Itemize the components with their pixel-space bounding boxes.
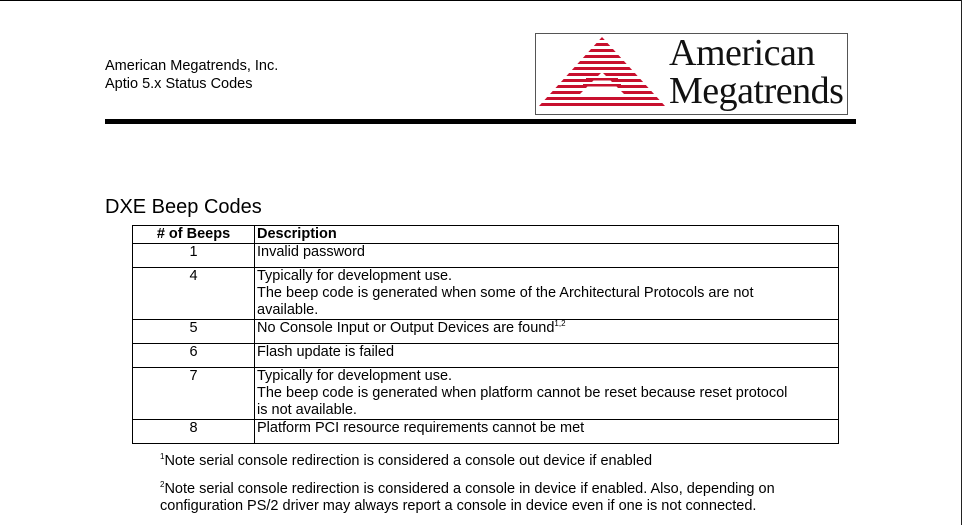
description-text: No Console Input or Output Devices are found: [257, 320, 555, 336]
description-cell: [255, 368, 839, 420]
description-line: Typically for development use.: [257, 268, 453, 284]
logo-line-2: Megatrends: [669, 70, 844, 112]
document-title: Aptio 5.x Status Codes: [105, 76, 253, 92]
footnote-marker: 2: [160, 480, 165, 489]
document-header: [105, 57, 278, 93]
description-line: is not available.: [257, 402, 357, 418]
footnote-ref: 1,2: [554, 319, 566, 328]
section-title: DXE Beep Codes: [105, 196, 262, 218]
description-line: Flash update is failed: [257, 344, 395, 360]
beeps-cell: 6: [133, 344, 255, 368]
pyramid-logo-icon: [536, 34, 666, 114]
description-cell: [255, 344, 839, 368]
description-line: Invalid password: [257, 244, 365, 260]
table-row: [133, 268, 839, 320]
header-divider: [105, 119, 856, 124]
footnote-line: configuration PS/2 driver may always report a console in device even if one is not connected.: [160, 498, 757, 514]
header-beeps: # of Beeps: [133, 226, 255, 244]
footnote-line: [160, 481, 857, 498]
beeps-cell: 7: [133, 368, 255, 420]
header-description: Description: [255, 226, 839, 244]
beep-codes-table: [132, 225, 839, 444]
description-cell: [255, 268, 839, 320]
description-line: available.: [257, 302, 319, 318]
table-row: [133, 344, 839, 368]
footnote-2: [160, 481, 857, 515]
description-line: Typically for development use.: [257, 368, 453, 384]
table-row: [133, 420, 839, 444]
footnote-1: [160, 453, 652, 470]
description-cell: [255, 244, 839, 268]
beeps-cell: 5: [133, 320, 255, 344]
footnote-text: Note serial console redirection is considered a console out device if enabled: [164, 453, 653, 469]
logo-wordmark: [669, 34, 843, 110]
description-line: Platform PCI resource requirements cannot be met: [257, 420, 585, 436]
company-name: American Megatrends, Inc.: [105, 58, 279, 74]
beeps-cell: 1: [133, 244, 255, 268]
description-line: The beep code is generated when platform cannot be reset because reset protocol: [257, 385, 788, 401]
ami-logo: [535, 33, 848, 115]
description-cell: [255, 420, 839, 444]
logo-line-1: American: [669, 32, 815, 74]
top-border: [0, 0, 962, 1]
beeps-cell: 8: [133, 420, 255, 444]
table-header-row: [133, 226, 839, 244]
table-row: [133, 368, 839, 420]
footnote-marker: 1: [160, 452, 165, 461]
beeps-cell: 4: [133, 268, 255, 320]
description-line: The beep code is generated when some of the Architectural Protocols are not: [257, 285, 754, 301]
description-line: [257, 320, 836, 337]
footnote-text: Note serial console redirection is considered a console in device if enabled. Also, depending on: [164, 481, 775, 497]
description-cell: [255, 320, 839, 344]
table-row: [133, 320, 839, 344]
table-row: [133, 244, 839, 268]
